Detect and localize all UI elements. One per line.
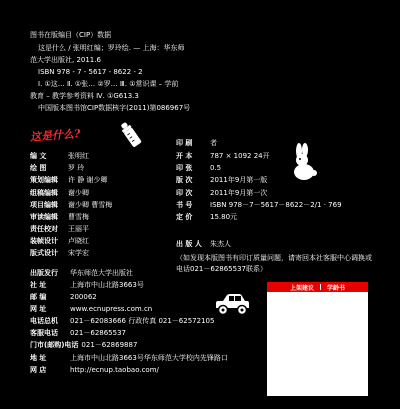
info-value: 谢少卿 <box>68 189 89 197</box>
info-label: 电话总机 <box>30 317 58 325</box>
info-label: 定 价 <box>176 213 193 221</box>
info-label: 邮 编 <box>30 293 47 301</box>
rabbit-icon <box>290 143 318 181</box>
info-row <box>30 201 112 210</box>
info-value: 华东师范大学出版社 <box>70 269 133 277</box>
info-label: 出 版 人 <box>176 240 202 248</box>
info-value: 上海市中山北路3663号 <box>70 281 144 289</box>
info-label: 网 址 <box>30 305 47 313</box>
info-value: 朱杰人 <box>210 240 231 248</box>
info-value: 021－62865537 <box>70 329 126 337</box>
info-row <box>30 249 89 258</box>
info-value: http://ecnup.taobao.com/ <box>70 366 159 374</box>
info-row <box>30 225 89 234</box>
stamp-labels <box>267 282 368 292</box>
info-row <box>176 201 342 210</box>
cip-line-2: 范大学出版社, 2011.6 <box>30 56 101 64</box>
info-label: 责任校对 <box>30 225 58 233</box>
info-value: 2011年9月第一版 <box>210 176 268 184</box>
book-title: 这是什么? <box>29 127 81 144</box>
info-row <box>176 152 270 161</box>
info-row <box>30 164 84 173</box>
baby-bottle-icon <box>120 120 142 150</box>
cip-line-6: 中国版本图书馆CIP数据核字(2011)第086967号 <box>38 104 191 112</box>
shelving-stamp <box>267 282 368 396</box>
info-value: 787 × 1092 24开 <box>210 152 270 160</box>
stamp-right-label: 学龄书 <box>327 284 346 292</box>
info-label: 审读编辑 <box>30 213 58 221</box>
info-label: 门市(邮购)电话 <box>30 341 79 349</box>
publisher-row <box>176 240 231 249</box>
info-row <box>30 176 107 185</box>
cip-heading: 图书在版编目（CIP）数据 <box>30 31 112 39</box>
info-row <box>176 213 237 222</box>
info-label: 装帧设计 <box>30 237 58 245</box>
info-row <box>30 354 228 363</box>
info-value: 宋学宏 <box>68 249 89 257</box>
info-value: 王丽平 <box>68 225 89 233</box>
quality-note-line-1: （如发现本版图书有印订质量问题，请寄回本社客服中心调换或 <box>176 254 372 262</box>
info-label: 社 址 <box>30 281 47 289</box>
info-row <box>30 293 97 302</box>
cip-line-4: Ⅰ. ①这… Ⅱ. ①张… ②罗… Ⅲ. ①常识课 – 学前 <box>38 80 179 88</box>
info-label: 版式设计 <box>30 249 58 257</box>
cip-line-3: ISBN 978 - 7 - 5617 - 8622 - 2 <box>38 68 143 76</box>
info-label: 项目编辑 <box>30 201 58 209</box>
info-row <box>30 366 159 375</box>
info-value: 15.80元 <box>210 213 238 221</box>
info-value: 张明红 <box>68 152 89 160</box>
info-value: 021－62869887 <box>81 341 138 349</box>
info-value: 罗 玲 <box>68 164 85 172</box>
info-label: 书 号 <box>176 201 193 209</box>
info-row <box>30 305 152 314</box>
cip-line-1: 这是什么 / 张明红编；罗玲绘. — 上海：华东师 <box>38 44 185 52</box>
info-label: 印 张 <box>176 164 193 172</box>
info-value: 200062 <box>70 293 97 301</box>
car-icon <box>212 290 252 318</box>
info-row <box>176 176 267 185</box>
info-label: 出版发行 <box>30 269 58 277</box>
info-value: 者 <box>210 139 217 147</box>
info-value: www.ecnupress.com.cn <box>70 305 153 313</box>
quality-note-line-2: 电话021－62865537联系） <box>176 265 267 273</box>
info-row <box>30 189 89 198</box>
info-row <box>30 341 137 350</box>
info-row <box>30 152 89 161</box>
info-row <box>30 237 89 246</box>
info-row <box>176 189 267 198</box>
info-row <box>30 281 144 290</box>
info-row <box>30 213 89 222</box>
info-row <box>176 164 221 173</box>
info-label: 印 次 <box>176 189 193 197</box>
info-label: 地 址 <box>30 354 47 362</box>
info-value: 曹雪梅 <box>68 213 89 221</box>
info-value: 谢少卿 曹雪梅 <box>68 201 113 209</box>
info-value: 2011年9月第一次 <box>210 189 268 197</box>
info-value: 上海市中山北路3663号华东师范大学校内先锋路口 <box>70 354 228 362</box>
info-value: 021－62083666 行政传真 021－62572105 <box>70 317 215 325</box>
info-label: 策划编辑 <box>30 176 58 184</box>
info-label: 绘 图 <box>30 164 47 172</box>
info-label: 组稿编辑 <box>30 189 58 197</box>
info-label: 网 店 <box>30 366 47 374</box>
info-label: 印 刷 <box>176 139 193 147</box>
info-value: ISBN 978－7－5617－8622－2/1 · 769 <box>210 201 342 209</box>
info-row <box>30 329 126 338</box>
info-row <box>30 317 214 326</box>
info-label: 客服电话 <box>30 329 58 337</box>
info-value: 卢晓红 <box>68 237 89 245</box>
stamp-divider <box>320 284 321 290</box>
info-label: 编 文 <box>30 152 47 160</box>
cip-line-5: 教育 – 教学参考资料 Ⅳ. ①G613.3 <box>30 92 139 100</box>
info-label: 开 本 <box>176 152 193 160</box>
stamp-left-label: 上架建议 <box>289 284 314 292</box>
info-value: 许 静 谢少卿 <box>68 176 108 184</box>
info-row <box>176 139 217 148</box>
info-value: 0.5 <box>210 164 222 172</box>
info-row <box>30 269 133 278</box>
info-label: 版 次 <box>176 176 193 184</box>
